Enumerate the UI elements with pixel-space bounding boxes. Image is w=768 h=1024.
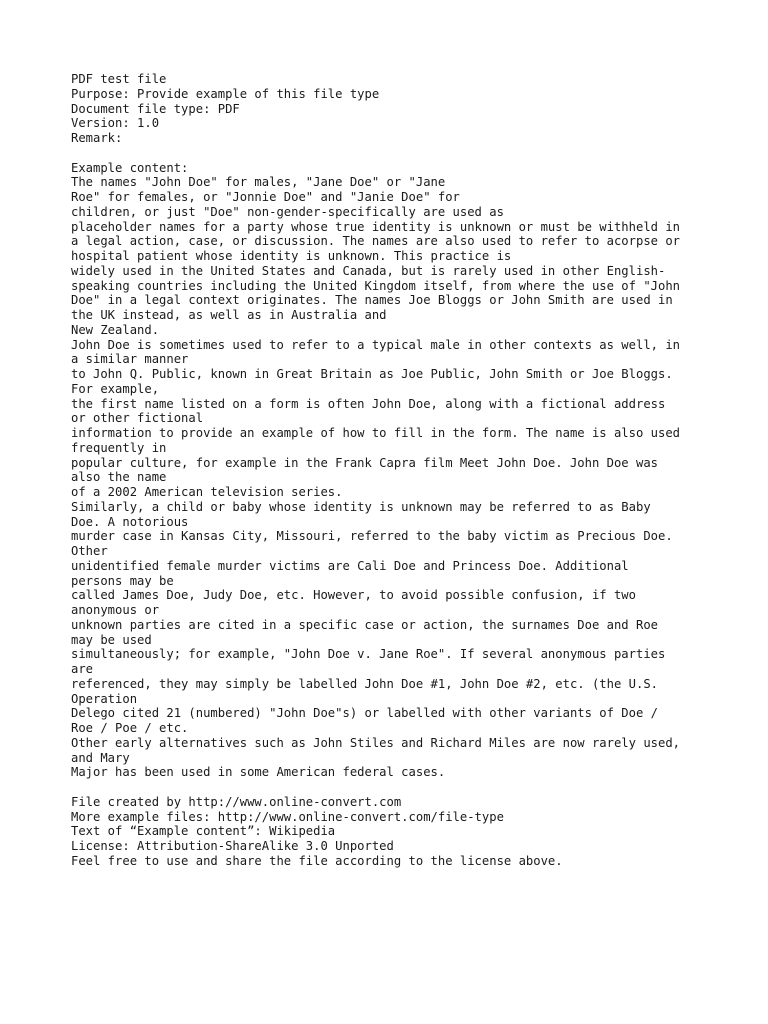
content-line: Delego cited 21 (numbered) "John Doe"s) or labelled with other variants of Doe / [71,706,658,721]
content-line: popular culture, for example in the Frank Capra film Meet John Doe. John Doe was [71,455,658,470]
content-line: Major has been used in some American federal cases. [71,765,446,780]
content-line: John Doe is sometimes used to refer to a typical male in other contexts as well, in [71,337,681,352]
file-type-line: Document file type: PDF [71,101,240,116]
more-examples-line: More example files: http://www.online-convert.com/file-type [71,809,504,824]
created-by-line: File created by http://www.online-convert.com [71,794,402,809]
spacer [71,780,751,795]
content-line: a legal action, case, or discussion. The names are also used to refer to acorpse or [71,234,681,249]
purpose-line: Purpose: Provide example of this file type [71,86,380,101]
document-title: PDF test file [71,72,167,86]
content-line: information to provide an example of how to fill in the form. The name is also used [71,426,681,440]
content-line: may be used [71,632,152,647]
content-line: called James Doe, Judy Doe, etc. However, to avoid possible confusion, if two [71,588,636,603]
content-heading: Example content: [71,160,189,175]
content-line: The names "John Doe" for males, "Jane Doe" or "Jane [71,175,446,190]
content-line: Other early alternatives such as John Stiles and Richard Miles are now rarely used, [71,735,681,750]
usage-line: Feel free to use and share the file according to the license above. [71,853,563,868]
content-line: For example, [71,381,160,396]
content-line: the UK instead, as well as in Australia and [71,308,387,322]
content-line: or other fictional [71,411,204,426]
license-line: License: Attribution-ShareAlike 3.0 Unported [71,839,394,853]
content-line: frequently in [71,440,167,455]
document-text [71,72,751,869]
content-line: anonymous or [71,603,160,617]
content-line: of a 2002 American television series. [71,485,343,499]
content-line: murder case in Kansas City, Missouri, referred to the baby victim as Precious Doe. [71,529,673,544]
content-line: unknown parties are cited in a specific case or action, the surnames Doe and Roe [71,617,658,632]
content-line: placeholder names for a party whose true identity is unknown or must be withheld in [71,219,681,234]
content-line: Doe" in a legal context originates. The names Joe Bloggs or John Smith are used in [71,293,673,308]
content-line: and Mary [71,750,130,765]
remark-line: Remark: [71,131,123,145]
content-line: the first name listed on a form is often John Doe, along with a fictional address [71,396,666,411]
content-line: widely used in the United States and Canada, but is rarely used in other English- [71,263,666,278]
content-line: New Zealand. [71,322,160,337]
content-line: Operation [71,691,138,706]
content-line: referenced, they may simply be labelled John Doe #1, John Doe #2, etc. (the U.S. [71,676,658,691]
content-body [71,175,751,780]
content-line: children, or just "Doe" non-gender-specifically are used as [71,204,504,219]
content-line: simultaneously; for example, "John Doe v. Jane Roe". If several anonymous parties [71,647,666,662]
content-line: also the name [71,470,167,485]
content-line: hospital patient whose identity is unknown. This practice is [71,249,512,263]
content-line: Roe" for females, or "Jonnie Doe" and "Janie Doe" for [71,190,460,204]
content-line: Doe. A notorious [71,514,189,529]
text-source-line: Text of “Example content”: Wikipedia [71,824,336,839]
content-line: Roe / Poe / etc. [71,721,189,735]
spacer [71,146,751,161]
content-line: are [71,662,94,676]
content-line: to John Q. Public, known in Great Britain as Joe Public, John Smith or Joe Bloggs. [71,367,673,381]
content-line: Other [71,544,108,558]
content-line: unidentified female murder victims are Cali Doe and Princess Doe. Additional [71,558,629,573]
content-line: Similarly, a child or baby whose identity is unknown may be referred to as Baby [71,499,651,514]
content-line: a similar manner [71,352,189,367]
content-line: persons may be [71,573,174,588]
version-line: Version: 1.0 [71,116,160,131]
content-line: speaking countries including the United Kingdom itself, from where the use of "John [71,278,681,293]
